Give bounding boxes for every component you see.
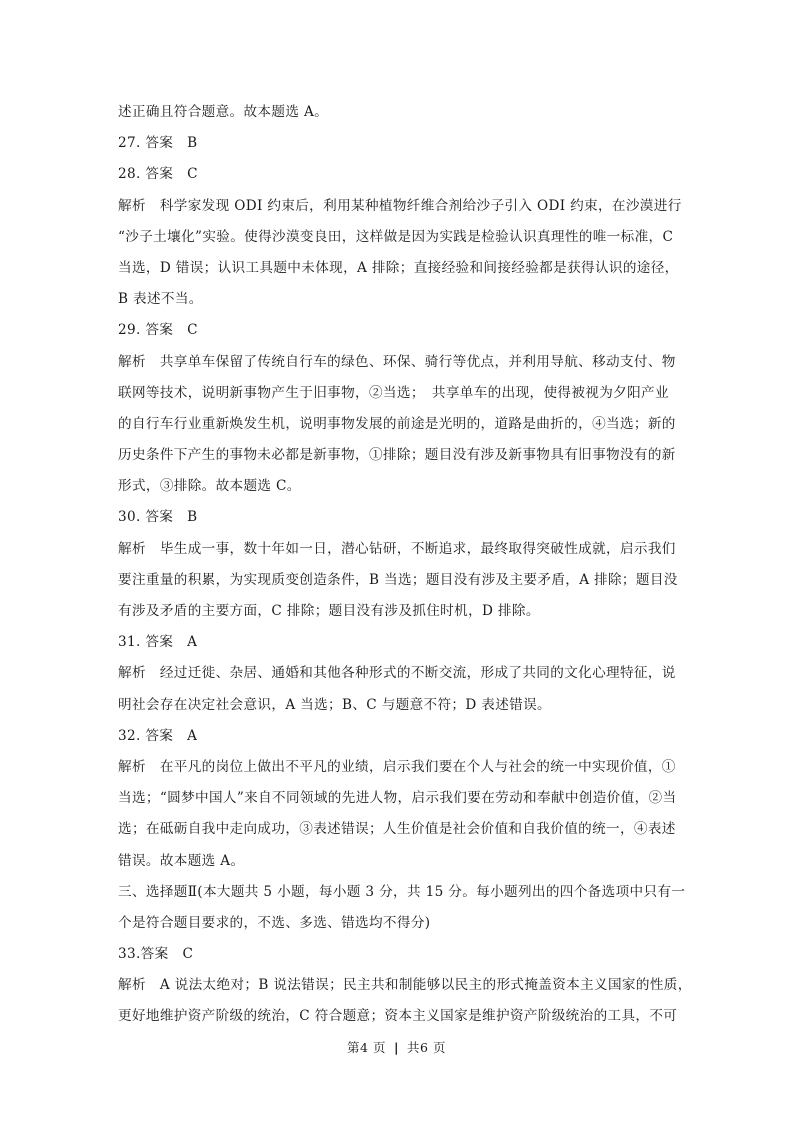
text-line: 当选，D 错误；认识工具题中未体现，A 排除；直接经验和间接经验都是获得认识的途径， bbox=[118, 259, 679, 276]
text-line: 错误。故本题选 A。 bbox=[118, 852, 245, 869]
page-total: 共6 页 bbox=[407, 1040, 446, 1055]
text-line: 形式，③排除。故本题选 C。 bbox=[118, 478, 301, 495]
text-line: 联网等技术，说明新事物产生于旧事物，②当选； 共享单车的出现，使得被视为夕阳产业 bbox=[118, 384, 669, 401]
footer-separator: | bbox=[393, 1040, 400, 1055]
text-line: 当选；“圆梦中国人”来自不同领域的先进人物，启示我们要在劳动和奉献中创造价值，②当 bbox=[118, 790, 677, 807]
answer-line-30: 30. 答案 B bbox=[118, 509, 198, 526]
answer-line-33: 33.答案 C bbox=[118, 946, 194, 963]
page-footer bbox=[0, 1038, 793, 1056]
text-line: B 表述不当。 bbox=[118, 291, 203, 308]
text-line: 解析 在平凡的岗位上做出不平凡的业绩，启示我们要在个人与社会的统一中实现价值，① bbox=[118, 758, 676, 775]
page-number: 第4 页 bbox=[347, 1040, 386, 1055]
text-line: 的自行车行业重新焕发生机，说明事物发展的前途是光明的，道路是曲折的，④当选；新的 bbox=[118, 415, 676, 432]
text-line: 要注重量的积累，为实现质变创造条件，B 当选；题目没有涉及主要矛盾，A 排除；题目没 bbox=[118, 571, 678, 588]
text-line: 解析 科学家发现 ODI 约束后，利用某种植物纤维合剂给沙子引入 ODI 约束，在沙漠进行 bbox=[118, 197, 682, 214]
answer-line-32: 32. 答案 A bbox=[118, 727, 198, 744]
text-line: 选；在砥砺自我中走向成功，③表述错误；人生价值是社会价值和自我价值的统一，④表述 bbox=[118, 821, 676, 838]
answer-line-29: 29. 答案 C bbox=[118, 322, 198, 339]
text-line: 解析 毕生成一事，数十年如一日，潜心钻研，不断追求，最终取得突破性成就，启示我们 bbox=[118, 540, 676, 557]
answer-line-27: 27. 答案 B bbox=[118, 135, 198, 152]
document-body bbox=[118, 97, 692, 1033]
text-line: 解析 共享单车保留了传统自行车的绿色、环保、骑行等优点，并利用导航、移动支付、物 bbox=[118, 353, 676, 370]
section-heading: 三、选择题Ⅱ(本大题共 5 小题，每小题 3 分，共 15 分。每小题列出的四个备选项中只有一 bbox=[118, 883, 686, 900]
text-line: “沙子土壤化”实验。使得沙漠变良田，这样做是因为实践是检验认识真理性的唯一标准，C bbox=[118, 228, 674, 245]
text-line: 历史条件下产生的事物未必都是新事物，①排除；题目没有涉及新事物具有旧事物没有的新 bbox=[118, 447, 676, 464]
text-line: 明社会存在决定社会意识，A 当选；B、C 与题意不符；D 表述错误。 bbox=[118, 696, 551, 713]
text-line: 解析 A 说法太绝对；B 说法错误；民主共和制能够以民主的形式掩盖资本主义国家的性质， bbox=[118, 977, 692, 994]
section-heading-cont: 个是符合题目要求的，不选、多选、错选均不得分) bbox=[118, 914, 431, 931]
answer-line-31: 31. 答案 A bbox=[118, 634, 198, 651]
text-line: 更好地维护资产阶级的统治，C 符合题意；资本主义国家是维护资产阶级统治的工具，不可 bbox=[118, 1008, 678, 1025]
answer-line-28: 28. 答案 C bbox=[118, 166, 198, 183]
text-line: 解析 经过迁徙、杂居、通婚和其他各种形式的不断交流，形成了共同的文化心理特征，说 bbox=[118, 665, 676, 682]
text-line: 述正确且符合题意。故本题选 A。 bbox=[118, 104, 329, 120]
text-line: 有涉及矛盾的主要方面，C 排除；题目没有涉及抓住时机，D 排除。 bbox=[118, 603, 540, 619]
